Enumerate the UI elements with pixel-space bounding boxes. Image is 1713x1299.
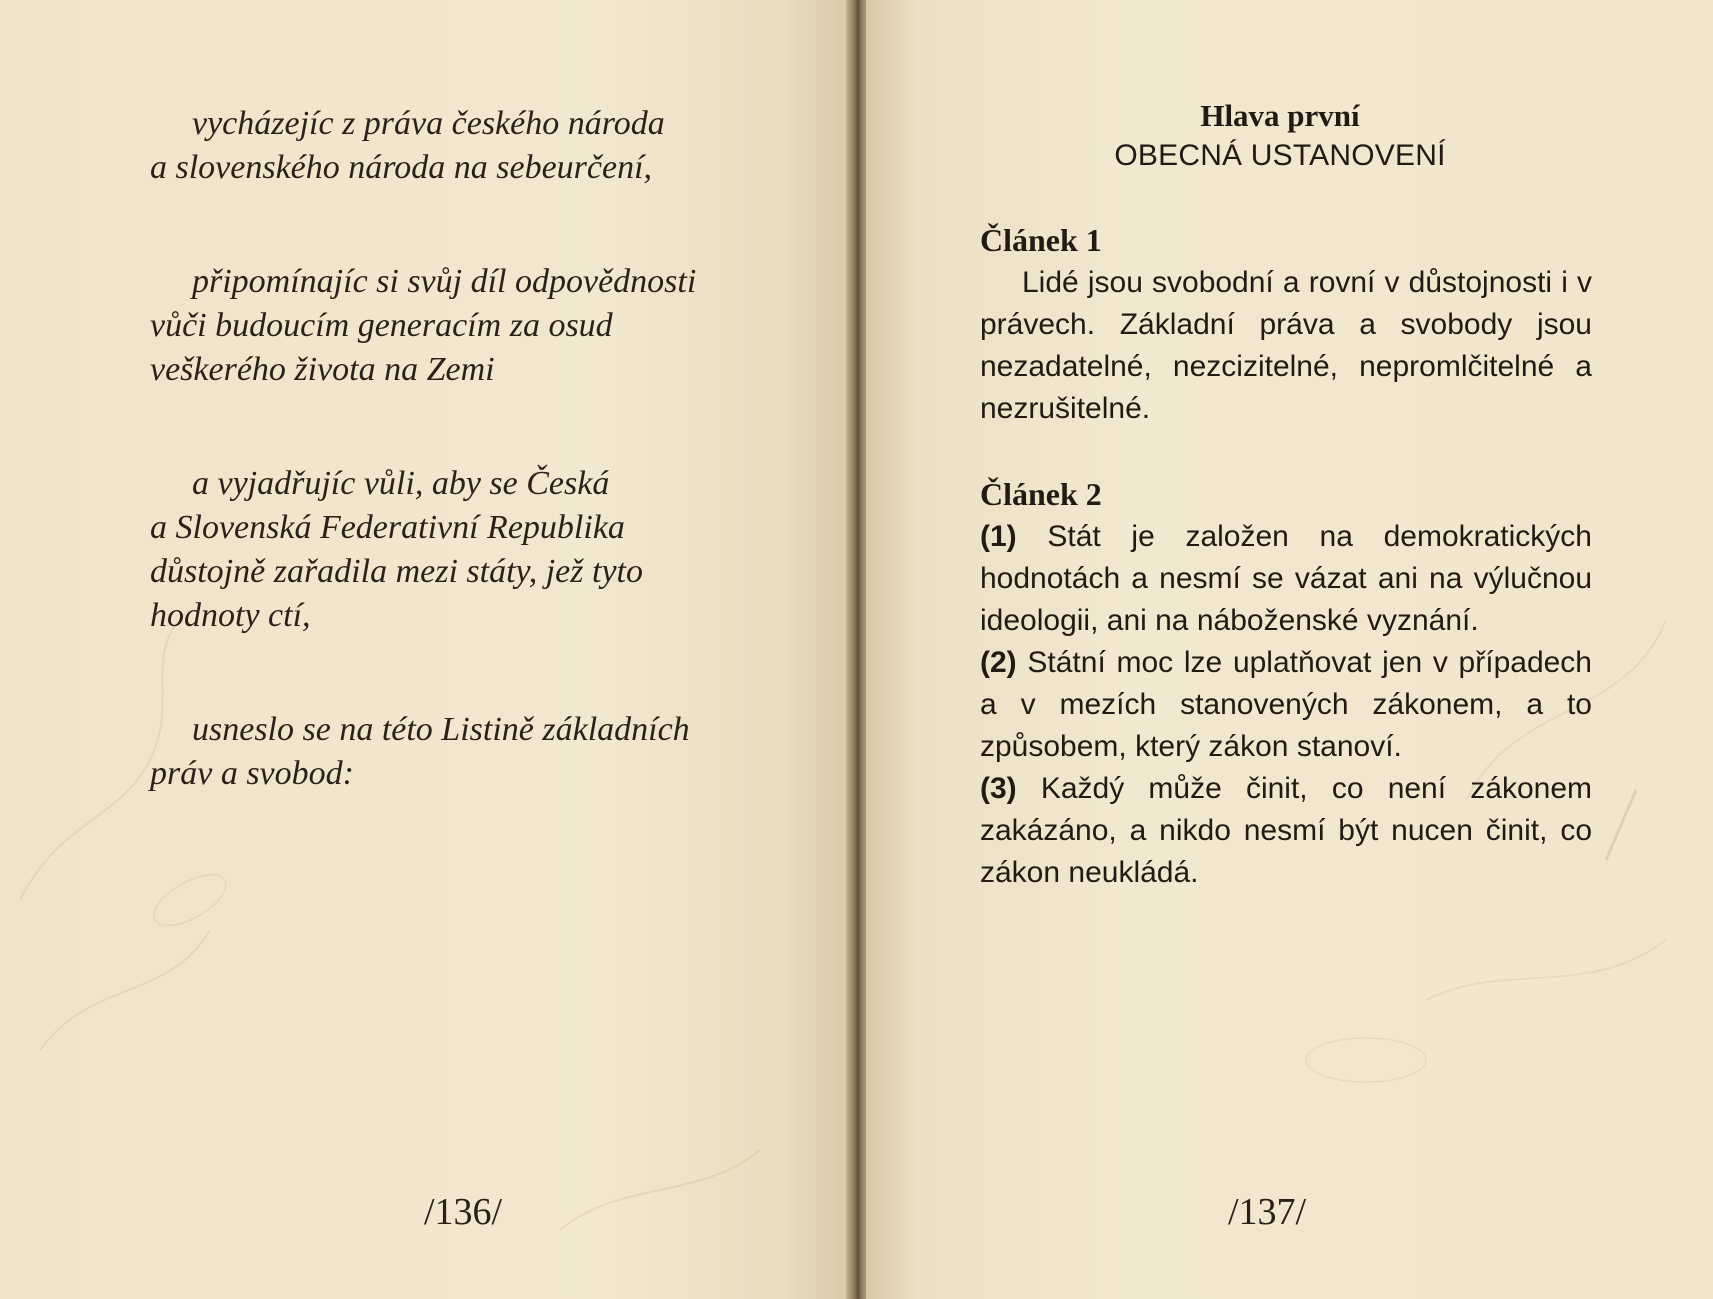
preamble-line: a vyjadřujíc vůli, aby se Česká <box>192 465 610 502</box>
chapter-heading <box>1000 96 1560 176</box>
page-number-right: /137/ <box>1228 1191 1307 1233</box>
chapter-title: Hlava první <box>1200 98 1360 133</box>
preamble-line: veškerého života na Zemi <box>150 351 495 388</box>
preamble-line: vycházejíc z práva českého národa <box>192 105 665 142</box>
article-1 <box>980 218 1592 430</box>
preamble-line: práv a svobod: <box>150 755 354 792</box>
paragraph-text: Každý může činit, co není zákonem zakázáno, a nikdo nesmí být nucen činit, co zákon neukládá. <box>980 772 1592 889</box>
paragraph-number: (2) <box>980 646 1017 679</box>
preamble-line: připomínajíc si svůj díl odpovědnosti <box>192 263 697 300</box>
preamble-paragraph <box>150 462 790 638</box>
preamble-text <box>150 102 790 840</box>
articles <box>980 218 1592 936</box>
preamble-line: a slovenského národa na sebeurčení, <box>150 149 653 186</box>
article-heading: Článek 1 <box>980 222 1102 258</box>
article-paragraph <box>980 516 1592 642</box>
page-number-left: /136/ <box>424 1191 503 1233</box>
article-paragraph <box>980 642 1592 768</box>
paragraph-number: (1) <box>980 520 1017 553</box>
preamble-paragraph <box>150 260 790 392</box>
article-heading: Článek 2 <box>980 476 1102 512</box>
paragraph-text: Státní moc lze uplatňovat jen v případech a v mezích stanovených zákonem, a to způsobem, který zákon stanoví. <box>980 646 1592 763</box>
paragraph-number: (3) <box>980 772 1017 805</box>
preamble-line: hodnoty ctí, <box>150 597 311 634</box>
article-paragraph <box>980 768 1592 894</box>
chapter-subtitle: OBECNÁ USTANOVENÍ <box>1114 139 1446 172</box>
article-body: Lidé jsou svobodní a rovní v důstojnosti i v právech. Základní práva a svobody jsou nezadatelné, nezcizitelné, nepromlčitelné a nezrušitelné. <box>980 266 1592 425</box>
article-2 <box>980 472 1592 894</box>
preamble-line: důstojně zařadila mezi státy, jež tyto <box>150 553 643 590</box>
preamble-paragraph <box>150 102 790 190</box>
preamble-line: a Slovenská Federativní Republika <box>150 509 625 546</box>
paragraph-text: Stát je založen na demokratických hodnotách a nesmí se vázat ani na výlučnou ideologii, ani na náboženské vyznání. <box>980 520 1592 637</box>
preamble-paragraph <box>150 708 790 796</box>
preamble-line: usneslo se na této Listině základních <box>192 711 690 748</box>
preamble-line: vůči budoucím generacím za osud <box>150 307 613 344</box>
left-page <box>0 0 852 1299</box>
